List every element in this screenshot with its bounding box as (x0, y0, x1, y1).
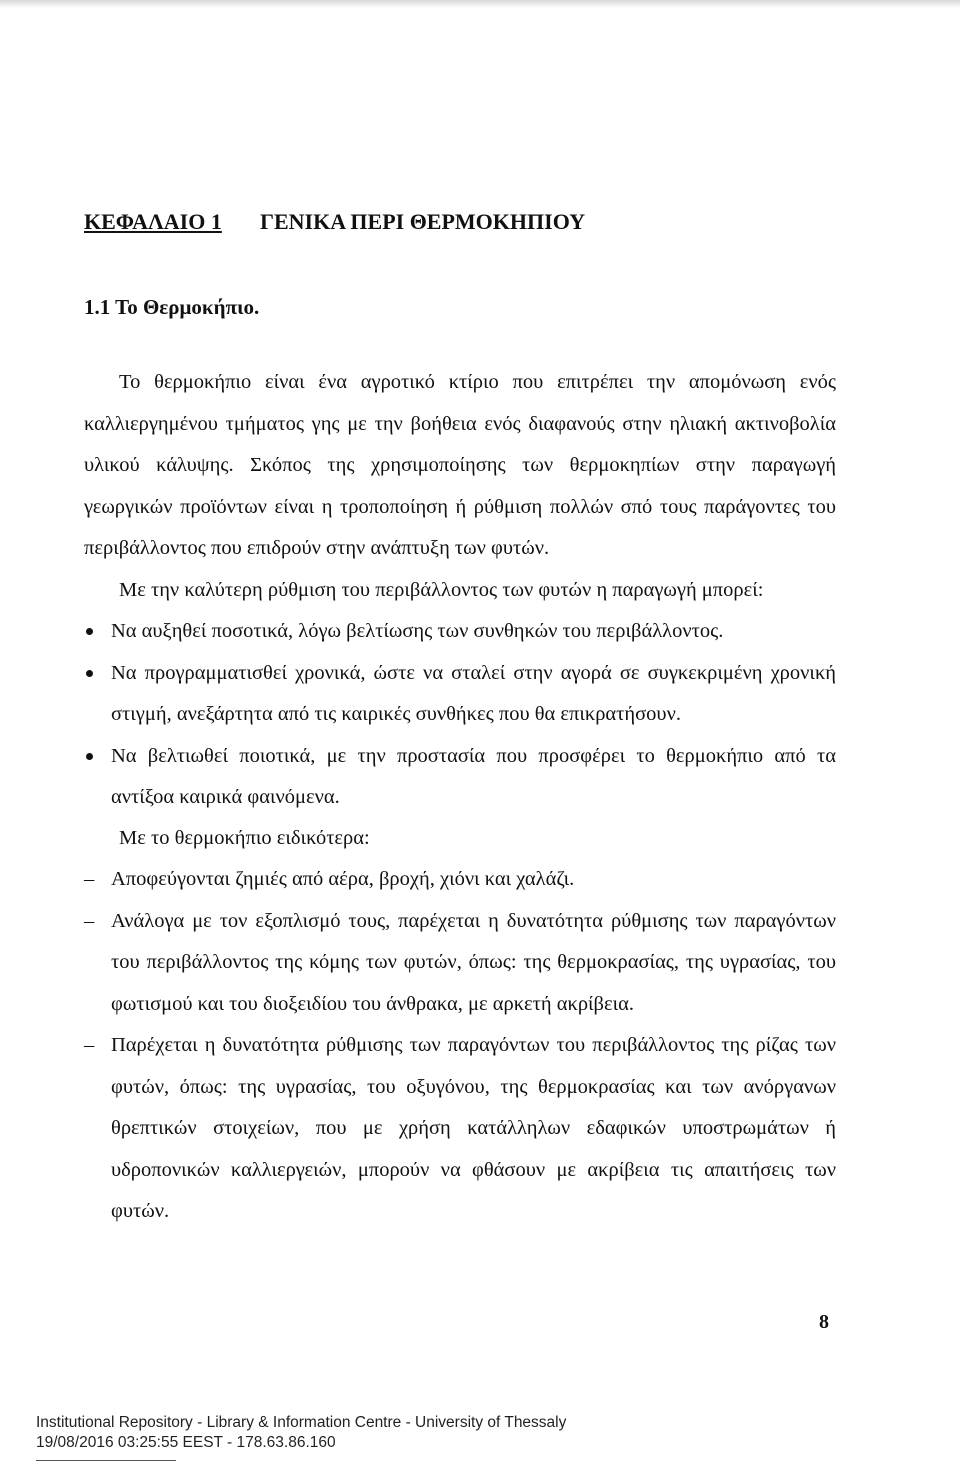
bullet-item (84, 736, 836, 819)
lead-in-paragraph: Με την καλύτερη ρύθμιση του περιβάλλοντος των φυτών η παραγωγή μπορεί: (119, 579, 764, 601)
bullet-dot-icon (86, 628, 93, 635)
page-number: 8 (819, 1311, 829, 1333)
dash-text: Ανάλογα με τον εξοπλισμό τους, παρέχεται η δυνατότητα ρύθμισης των παραγόντων του περιβάλλοντος της κόμης των φυτών, όπως: της θερμοκρασίας, της υγρασίας, του φωτισμού και του διοξειδίου του άνθρακα, με αρκετή ακρίβεια. (111, 909, 836, 1015)
bullet-text: Να βελτιωθεί ποιοτικά, με την προστασία που προσφέρει το θερμοκήπιο από τα αντίξοα καιρικά φαινόμενα. (111, 744, 836, 808)
chapter-number: ΚΕΦΑΛΑΙΟ 1 (84, 209, 222, 234)
dash-text: Αποφεύγονται ζημιές από αέρα, βροχή, χιόνι και χαλάζι. (111, 868, 575, 890)
section-title: 1.1 Το Θερμοκήπιο. (84, 295, 260, 319)
bullet-item (84, 653, 836, 736)
lead-in-block-1 (84, 570, 836, 612)
intro-paragraph-block (84, 362, 836, 570)
intro-paragraph: Το θερμοκήπιο είναι ένα αγροτικό κτίριο που επιτρέπει την απομόνωση ενός καλλιεργημένου τμήματος γης με την βοήθεια ενός διαφανούς στην ηλιακή ακτινοβολία υλικού κάλυψης. Σκόπος της χρησιμοποίησης των θερμοκηπίων στην παραγωγή γεωργικών προϊόντων είναι η τροποποίηση ή ρύθμιση πολλών σπό τους παράγοντες του περιβάλλοντος που επιδρούν στην ανάπτυξη των φυτών. (84, 371, 836, 559)
dash-text: Παρέχεται η δυνατότητα ρύθμισης των παραγόντων του περιβάλλοντος της ρίζας των φυτών, όπως: της υγρασίας, του οξυγόνου, της θερμοκρασίας και των ανόργανων θρεπτικών στοιχείων, που με χρήση κατάλληλων εδαφικών υποστρωμάτων ή υδροπονικών καλλιεργειών, μπορούν να φθάσουν με ακρίβεια τις απαιτήσεις των φυτών. (111, 1034, 836, 1222)
dash-marker: – (84, 1034, 95, 1056)
footer-timestamp: 19/08/2016 03:25:55 EEST - 178.63.86.160 (36, 1434, 336, 1451)
dash-list (84, 859, 836, 1233)
chapter-heading (84, 209, 585, 235)
dash-marker: – (84, 868, 95, 890)
lead-in-paragraph: Με το θερμοκήπιο ειδικότερα: (119, 827, 370, 849)
dash-item (84, 1025, 836, 1233)
chapter-title: ΓΕΝΙΚΑ ΠΕΡΙ ΘΕΡΜΟΚΗΠΙΟΥ (260, 209, 586, 234)
bullet-text: Να αυξηθεί ποσοτικά, λόγω βελτίωσης των συνθηκών του περιβάλλοντος. (111, 620, 724, 642)
bullet-dot-icon (86, 753, 93, 760)
footer-divider (36, 1460, 176, 1461)
bullet-item (84, 611, 836, 653)
repository-footer (36, 1413, 566, 1453)
dash-marker: – (84, 909, 95, 932)
scan-top-edge (0, 0, 960, 8)
dash-item (84, 859, 836, 901)
bullet-list (84, 611, 836, 819)
dash-item (84, 901, 836, 1026)
bullet-text: Να προγραμματισθεί χρονικά, ώστε να σταλεί στην αγορά σε συγκεκριμένη χρονική στιγμή, ανεξάρτητα από τις καιρικές συνθήκες που θα επικρατήσουν. (111, 661, 836, 725)
bullet-dot-icon (86, 670, 93, 677)
lead-in-block-2 (84, 818, 836, 860)
footer-institution: Institutional Repository - Library & Information Centre - University of Thessaly (36, 1414, 567, 1431)
